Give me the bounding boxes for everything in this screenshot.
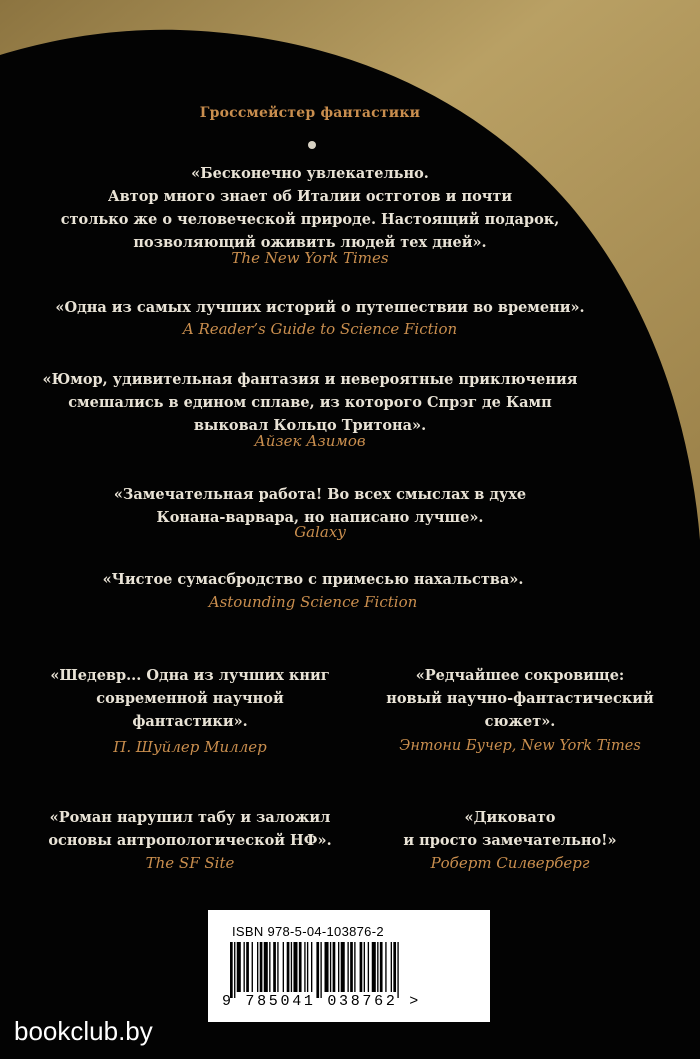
barcode-bar xyxy=(307,942,308,992)
barcode-bar xyxy=(320,942,321,998)
quote-text: «Шедевр... Одна из лучших книг современной научной фантастики». xyxy=(50,667,330,730)
quote-source: A Reader’s Guide to Science Fiction xyxy=(182,320,458,338)
barcode-bar xyxy=(277,942,278,992)
quote-source: Galaxy xyxy=(294,523,346,541)
barcode-bar xyxy=(287,942,290,992)
barcode-bar xyxy=(364,942,365,992)
barcode-bar xyxy=(330,942,331,992)
quote-text: «Замечательная работа! Во всех смыслах в духе Конана-варвара, но написано лучше». xyxy=(113,486,527,526)
barcode-bar xyxy=(230,942,233,998)
quote-source: Роберт Силверберг xyxy=(430,854,590,872)
barcode-bar xyxy=(372,942,376,992)
barcode-bar xyxy=(316,942,319,998)
cover-heading: Гроссмейстер фантастики xyxy=(199,105,421,121)
barcode-bar xyxy=(291,942,292,992)
barcode-digits: 9 785041 038762 > xyxy=(222,993,421,1010)
barcode-bar xyxy=(377,942,378,992)
isbn-barcode xyxy=(208,910,490,1022)
barcode-bar xyxy=(293,942,297,992)
quote-source: Astounding Science Fiction xyxy=(208,593,418,611)
barcode-bar xyxy=(347,942,348,992)
barcode-bar xyxy=(283,942,284,992)
barcode-bar xyxy=(252,942,253,992)
barcode-bar xyxy=(311,942,312,992)
barcode-bar xyxy=(273,942,276,992)
barcode-bar xyxy=(350,942,353,992)
separator-dot xyxy=(308,141,316,149)
quote-source: The SF Site xyxy=(145,854,235,872)
barcode-bar xyxy=(244,942,245,992)
barcode-bar xyxy=(299,942,302,992)
barcode-bar xyxy=(269,942,270,992)
barcode-bar xyxy=(385,942,386,992)
quote-text: «Бесконечно увлекательно. Автор много знает об Италии остготов и почти столько же о человеческой природе. Настоящий подарок, позволяющий оживить людей тех дней». xyxy=(60,165,560,251)
barcode-bar xyxy=(391,942,392,992)
quote-source: Энтони Бучер, New York Times xyxy=(399,738,641,754)
isbn-label: ISBN 978-5-04-103876-2 xyxy=(232,924,384,939)
quote-text: «Одна из самых лучших историй о путешествии во времени». xyxy=(55,299,585,316)
barcode-bar xyxy=(380,942,383,992)
barcode-bar xyxy=(354,942,355,992)
barcode-bar xyxy=(360,942,363,992)
barcode-bar xyxy=(304,942,305,992)
quote-text: «Юмор, удивительная фантазия и невероятные приключения смешались в едином сплаве, из которого Спрэг де Камп выковал Кольцо Тритона». xyxy=(42,371,578,434)
barcode-bar xyxy=(234,942,235,998)
barcode-bar xyxy=(333,942,336,992)
barcode-bar xyxy=(368,942,369,992)
quote-text: «Роман нарушил табу и заложил основы антропологической НФ». xyxy=(48,809,332,849)
barcode-bar xyxy=(264,942,268,992)
site-watermark: bookclub.by xyxy=(14,1016,153,1046)
quote-source: Айзек Азимов xyxy=(254,432,366,450)
barcode-bar xyxy=(397,942,398,998)
quote-text: «Диковато и просто замечательно!» xyxy=(403,809,617,849)
barcode-bar xyxy=(260,942,263,992)
barcode-bar xyxy=(393,942,396,992)
quote-text: «Редчайшее сокровище: новый научно-фантастический сюжет». xyxy=(386,667,654,730)
quote-source: The New York Times xyxy=(231,249,389,267)
barcode-bar xyxy=(338,942,339,992)
quote-text: «Чистое сумасбродство с примесью нахальства». xyxy=(102,571,524,588)
barcode-bar xyxy=(325,942,329,992)
barcode-bar xyxy=(341,942,345,992)
barcode-bar xyxy=(246,942,249,992)
barcode-bar xyxy=(257,942,258,992)
barcode-bar xyxy=(237,942,241,992)
quote-source: П. Шуйлер Миллер xyxy=(113,738,267,756)
